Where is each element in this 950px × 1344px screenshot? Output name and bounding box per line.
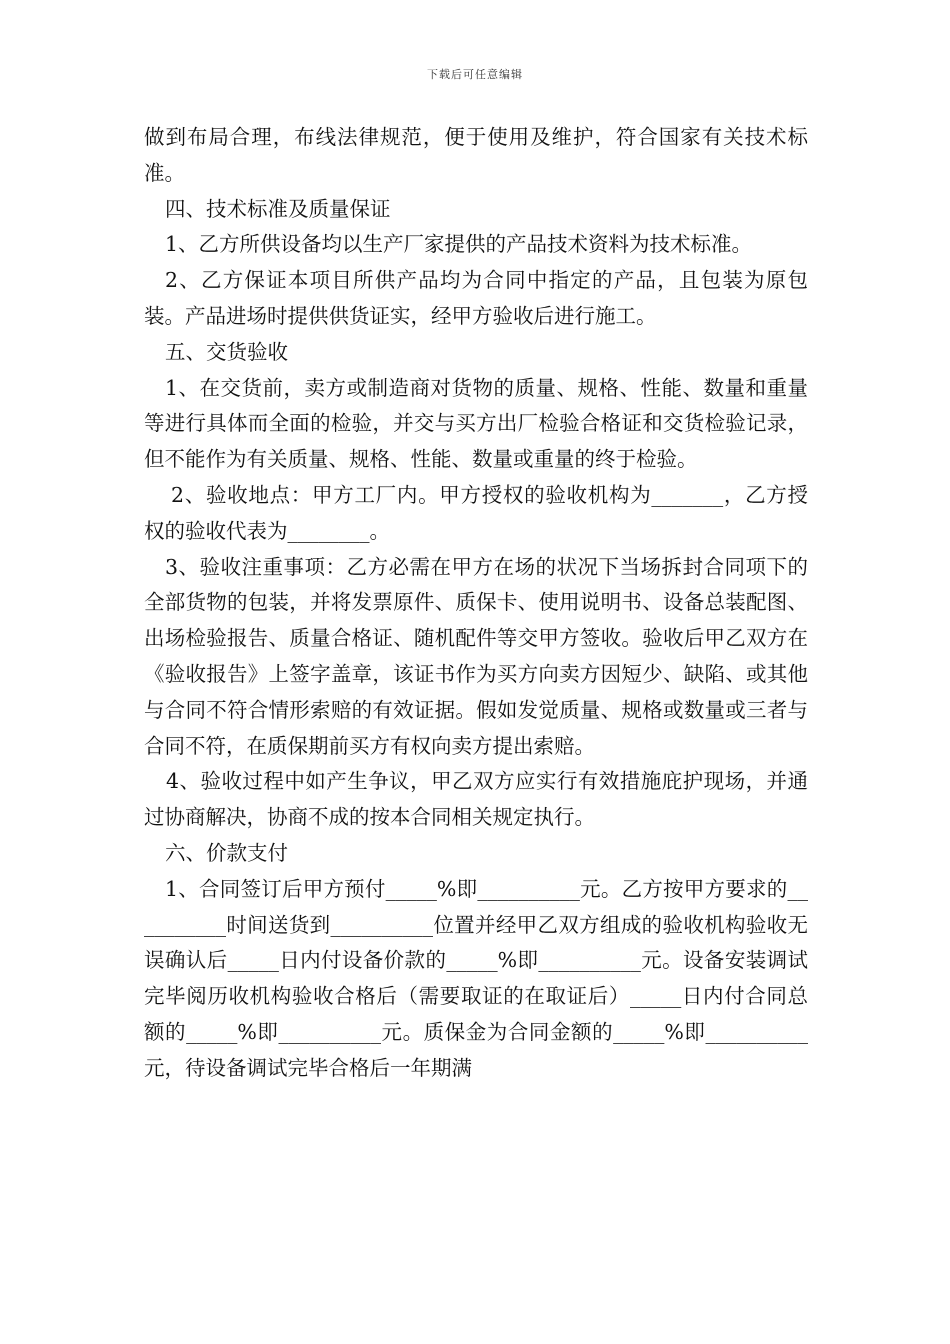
document-body (144, 120, 808, 1087)
paragraph-continuation: 做到布局合理，布线法律规范，便于使用及维护，符合国家有关技术标准。 (144, 125, 808, 185)
section-heading-technical-standards: 四、技术标准及质量保证 (165, 196, 391, 221)
paragraph-standards-2: 2、乙方保证本项目所供产品均为合同中指定的产品，且包装为原包装。产品进场时提供供货证实，经甲方验收后进行施工。 (144, 268, 808, 328)
paragraph-payment-1: 1、合同签订后甲方预付_____%即__________元。乙方按甲方要求的__________时间送货到__________位置并经甲乙双方组成的验收机构验收无误确认后_____日内付设备价款的_____%即__________元。设备安装调试完毕阅历收机构验收合格后（需要取证的在取证后）_____日内付合同总额的_____%即__________元。质保金为合同金额的_____%即__________元，待设备调试完毕合格后一年期满 (144, 876, 808, 1080)
paragraph-standards-1: 1、乙方所供设备均以生产厂家提供的产品技术资料为技术标准。 (165, 232, 753, 257)
paragraph-acceptance-3: 3、验收注重事项：乙方必需在甲方在场的状况下当场拆封合同项下的全部货物的包装，并将发票原件、质保卡、使用说明书、设备总装配图、出场检验报告、质量合格证、随机配件等交甲方签收。验收后甲乙双方在《验收报告》上签字盖章，该证书作为买方向卖方因短少、缺陷、或其他与合同不符合情形索赔的有效证据。假如发觉质量、规格或数量或三者与合同不符，在质保期前买方有权向卖方提出索赔。 (144, 554, 808, 758)
section-heading-delivery-acceptance: 五、交货验收 (165, 339, 288, 364)
section-heading-payment: 六、价款支付 (165, 840, 288, 865)
paragraph-acceptance-1: 1、在交货前，卖方或制造商对货物的质量、规格、性能、数量和重量等进行具体而全面的检验，并交与买方出厂检验合格证和交货检验记录，但不能作为有关质量、规格、性能、数量或重量的终于检验。 (144, 375, 808, 472)
page-header-note: 下载后可任意编辑 (427, 68, 523, 81)
paragraph-acceptance-4: 4、验收过程中如产生争议，甲乙双方应实行有效措施庇护现场，并通过协商解决，协商不成的按本合同相关规定执行。 (144, 769, 808, 830)
paragraph-acceptance-2: 2、验收地点：甲方工厂内。甲方授权的验收机构为_______，乙方授权的验收代表为________。 (144, 482, 808, 543)
